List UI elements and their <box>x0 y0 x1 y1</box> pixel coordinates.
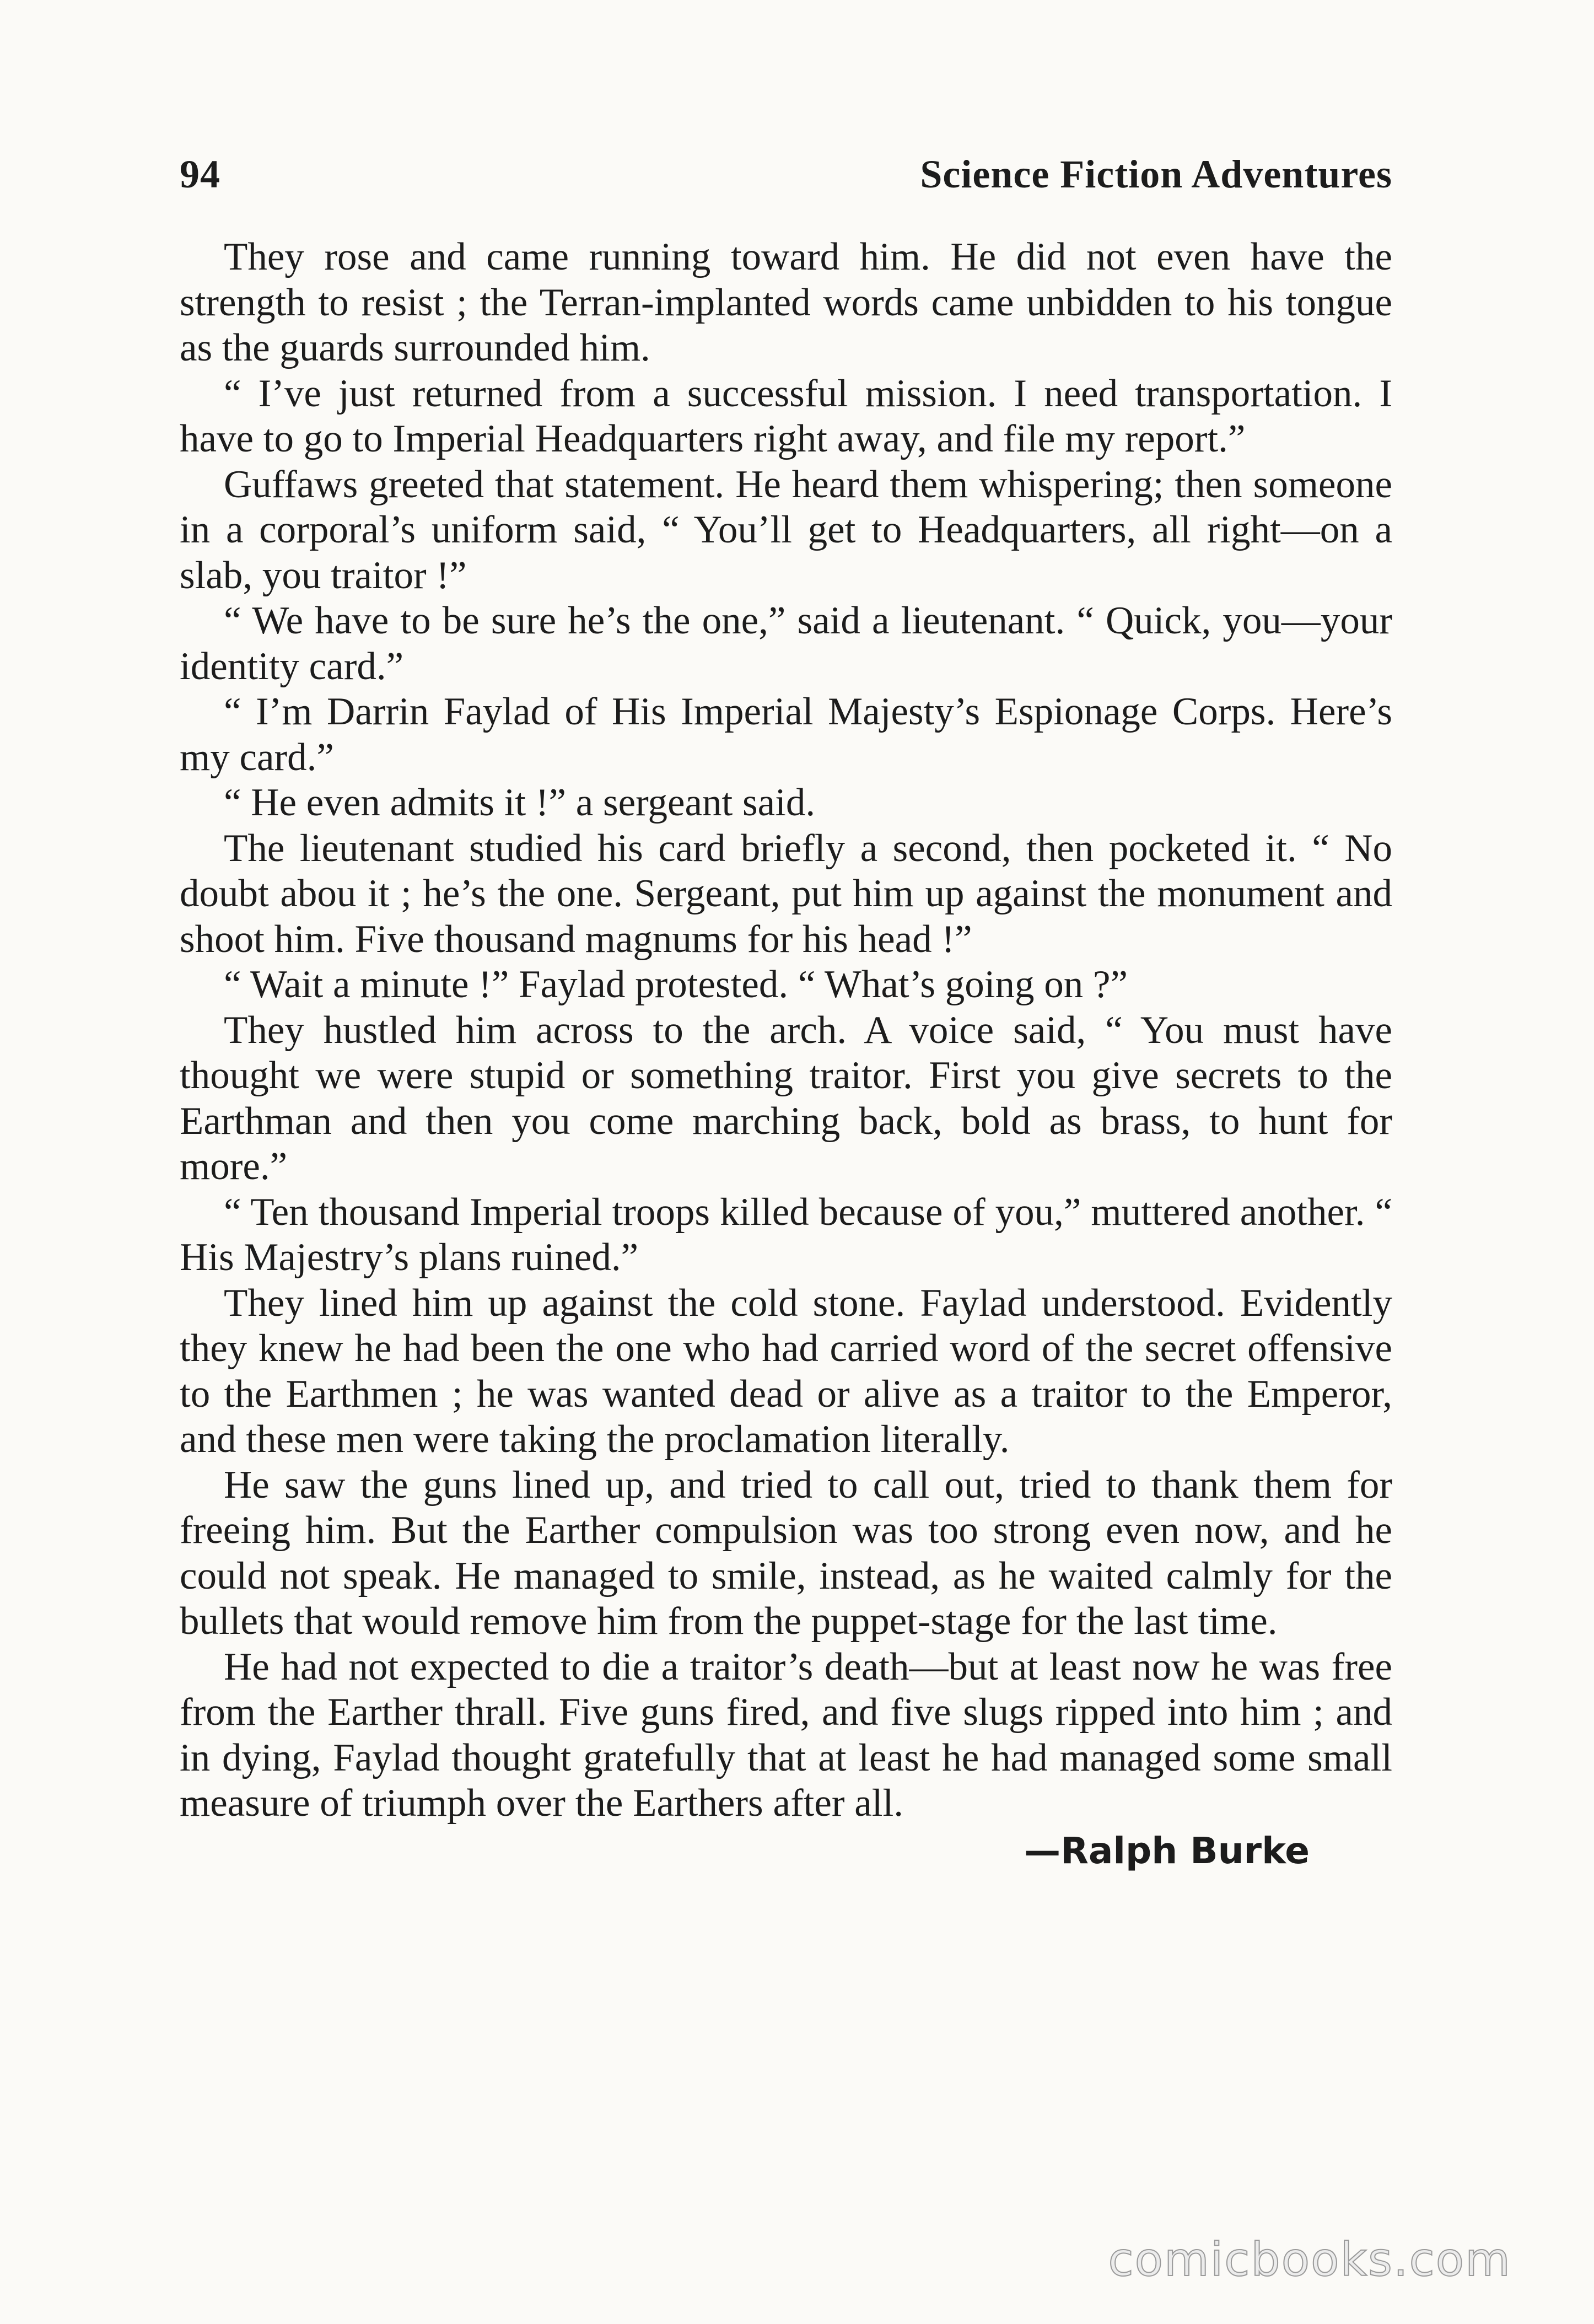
paragraph: They rose and came running toward him. He did not even have the strength to resist ; the Terran-implanted words came unbidden to his tongue as the guards surrounded him. <box>180 235 1392 369</box>
paragraph: “ I’ve just returned from a successful mission. I need transportation. I have to go to Imperial Headquarters right away, and file my report.” <box>180 372 1392 460</box>
paragraph: They lined him up against the cold stone. Faylad understood. Evidently they knew he had been the one who had carried word of the secret offensive to the Earthmen ; he was wanted dead or alive as a traitor to the Emperor, and these men were taking the proclamation literally. <box>180 1281 1392 1461</box>
paragraph: “ I’m Darrin Faylad of His Imperial Majesty’s Espionage Corps. Here’s my card.” <box>180 690 1392 779</box>
paragraph: “ Ten thousand Imperial troops killed because of you,” muttered another. “ His Majestry’s plans ruined.” <box>180 1190 1392 1279</box>
paragraph: They hustled him across to the arch. A voice said, “ You must have thought we were stupid or something traitor. First you give secrets to the Earthman and then you come marching back, bold as brass, to hunt for more.” <box>180 1008 1392 1188</box>
paragraph: “ We have to be sure he’s the one,” said a lieutenant. “ Quick, you—your identity card.” <box>180 599 1392 688</box>
paragraph: The lieutenant studied his card briefly a second, then pocketed it. “ No doubt abou it ; he’s the one. Sergeant, put him up against the monument and shoot him. Five thousand magnums for his head !” <box>180 826 1392 961</box>
paragraph: “ Wait a minute !” Faylad protested. “ What’s going on ?” <box>224 963 1128 1006</box>
page-number: 94 <box>180 152 220 196</box>
paragraph: “ He even admits it !” a sergeant said. <box>224 781 816 824</box>
book-page <box>180 152 1392 1872</box>
page-header <box>180 152 1392 212</box>
watermark: comicbooks.com <box>1108 2232 1511 2287</box>
paragraph: He had not expected to die a traitor’s death—but at least now he was free from the Earther thrall. Five guns fired, and five slugs ripped into him ; and in dying, Faylad thought gratefully that at least he had managed some small measure of triumph over the Earthers after all. <box>180 1645 1392 1825</box>
story-text <box>180 234 1392 1826</box>
author-signature: —Ralph Burke <box>1024 1829 1310 1872</box>
paragraph: Guffaws greeted that statement. He heard them whispering; then someone in a corporal’s uniform said, “ You’ll get to Headquarters, all right—on a slab, you traitor !” <box>180 462 1392 597</box>
paragraph: He saw the guns lined up, and tried to call out, tried to thank them for freeing him. But the Earther compulsion was too strong even now, and he could not speak. He managed to smile, instead, as he waited calmly for the bullets that would remove him from the puppet-stage for the last time. <box>180 1463 1392 1643</box>
running-title: Science Fiction Adventures <box>920 152 1392 196</box>
